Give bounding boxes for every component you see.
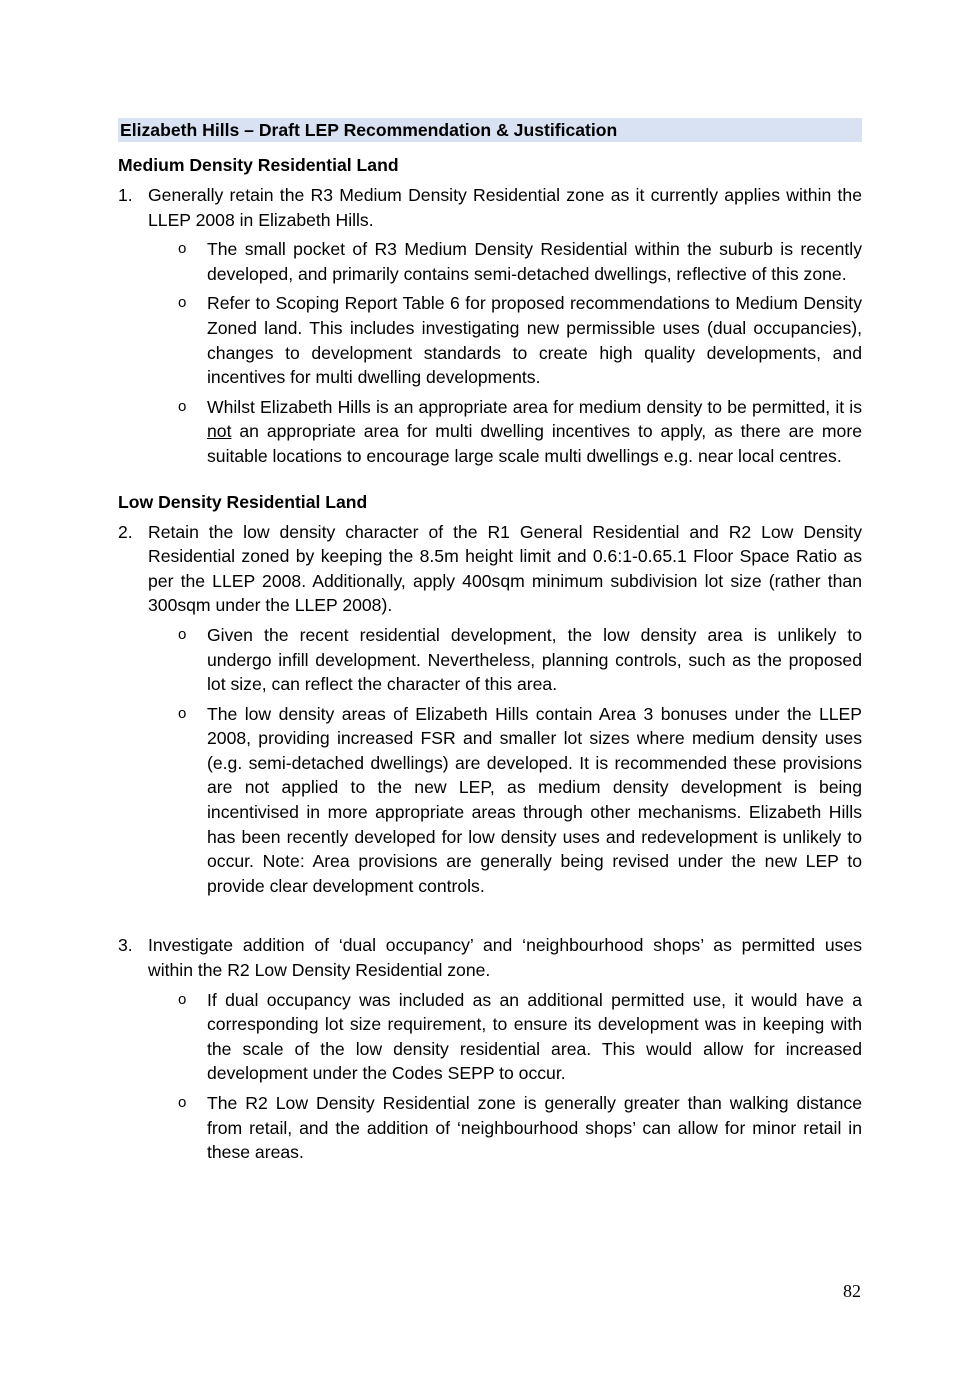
bullet-text-part: Whilst Elizabeth Hills is an appropriate area for medium density to be permitted, it is [207, 396, 862, 417]
underlined-word: not [207, 421, 232, 442]
bullet-text [207, 395, 862, 469]
bullet-marker: o [178, 294, 187, 312]
item-text: Retain the low density character of the R1 General Residential and R2 Low Density Residential zoned by keeping the 8.5m height limit and 0.6:1-0.65.1 Floor Space Ratio as per the LLEP 2008. Additionally, apply 400sqm minimum subdivision lot size (rather than 300sqm under the LLEP 2008). [148, 521, 862, 616]
numbered-item-1 [118, 183, 862, 232]
item-number: 3. [118, 935, 133, 956]
page-number: 82 [843, 1281, 861, 1301]
bullet-item [118, 291, 862, 389]
item-number: 1. [118, 185, 133, 205]
bullet-text: Given the recent residential development, the low density area is unlikely to undergo infill development. Nevertheless, planning controls, such as the proposed lot size, can reflect the character of this area. [207, 624, 862, 695]
bullet-item [118, 988, 862, 1086]
bullet-item [118, 395, 862, 469]
bullet-item [118, 702, 862, 899]
bullet-marker: o [178, 1094, 187, 1111]
item-text: Generally retain the R3 Medium Density Residential zone as it currently applies within the LLEP 2008 in Elizabeth Hills. [148, 185, 862, 230]
bullet-item [118, 623, 862, 697]
bullet-text: Refer to Scoping Report Table 6 for proposed recommendations to Medium Density Zoned land. This includes investigating new permissible uses (dual occupancies), changes to development standards to create high quality developments, and incentives for multi dwelling developments. [207, 293, 862, 388]
section-heading-low-density: Low Density Residential Land [118, 491, 368, 512]
bullet-marker: o [178, 397, 187, 415]
bullet-text: The R2 Low Density Residential zone is generally greater than walking distance from retail, and the addition of ‘neighbourhood shops’ can allow for minor retail in these areas. [207, 1093, 862, 1163]
numbered-item-3 [118, 933, 862, 982]
bullet-item [118, 237, 862, 286]
bullet-marker: o [178, 240, 187, 258]
bullet-text: The small pocket of R3 Medium Density Residential within the suburb is recently developed, and primarily contains semi-detached dwellings, reflective of this zone. [207, 239, 862, 284]
bullet-marker: o [178, 990, 187, 1008]
bullet-marker: o [178, 704, 187, 722]
item-text: Investigate addition of ‘dual occupancy’ and ‘neighbourhood shops’ as permitted uses within the R2 Low Density Residential zone. [148, 935, 862, 981]
bullet-text-part: an appropriate area for multi dwelling incentives to apply, as there are more suitable locations to encourage large scale multi dwellings e.g. near local centres. [207, 421, 862, 466]
page-title: Elizabeth Hills – Draft LEP Recommendation & Justification [118, 118, 862, 142]
bullet-text: If dual occupancy was included as an additional permitted use, it would have a corresponding lot size requirement, to ensure its development was in keeping with the scale of the low density residential area. This would allow for increased development under the Codes SEPP to occur. [207, 989, 862, 1084]
item-number: 2. [118, 521, 133, 542]
document-page [118, 118, 862, 1170]
bullet-text: The low density areas of Elizabeth Hills contain Area 3 bonuses under the LLEP 2008, providing increased FSR and smaller lot sizes where medium density uses (e.g. semi-detached dwellings) are developed. It is recommended these provisions are not applied to the new LEP, as medium density development is being incentivised in more appropriate areas through other mechanisms. Elizabeth Hills has been recently developed for low density uses and redevelopment is unlikely to occur. Note: Area provisions are generally being revised under the new LEP to provide clear development controls. [207, 703, 862, 896]
bullet-item [118, 1091, 862, 1165]
bullet-marker: o [178, 625, 187, 643]
section-heading-medium-density: Medium Density Residential Land [118, 155, 399, 175]
numbered-item-2 [118, 520, 862, 618]
